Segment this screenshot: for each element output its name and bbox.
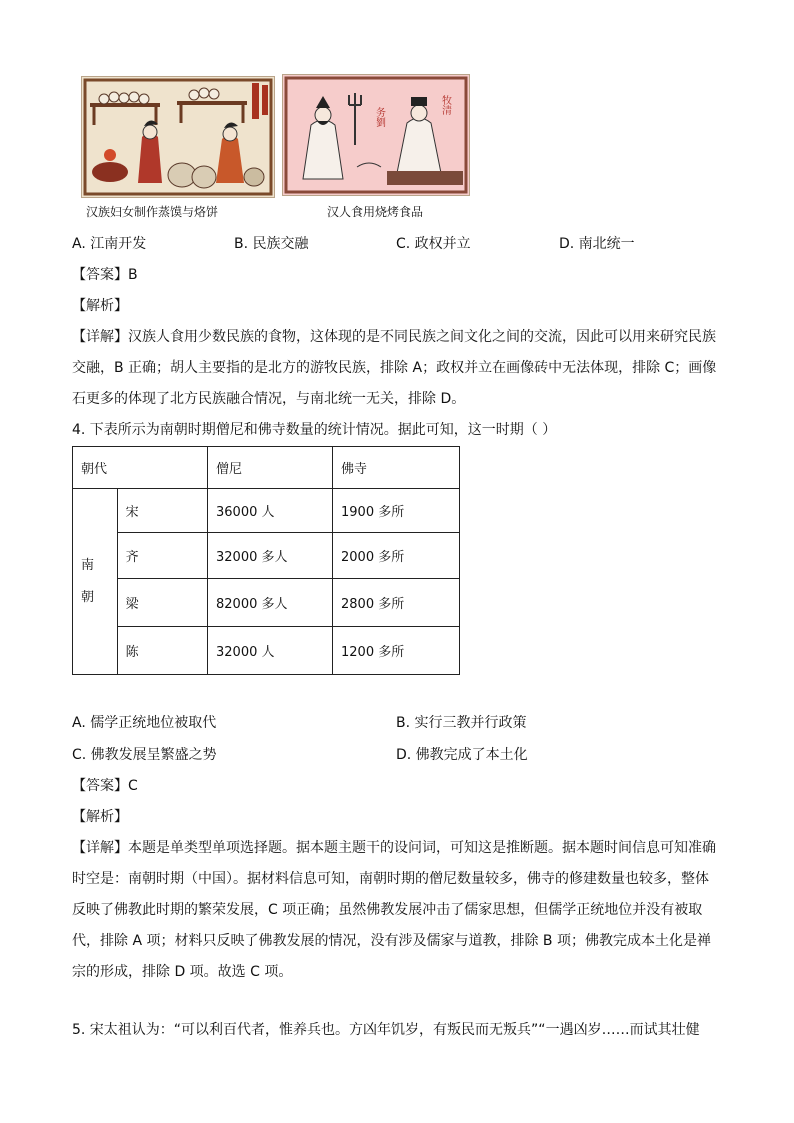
- table-cell-temples: 1900 多所: [333, 489, 460, 533]
- table-cell-temples: 2000 多所: [333, 533, 460, 579]
- table-cell-monks: 32000 人: [208, 627, 333, 675]
- q4-table: [72, 446, 460, 675]
- q5-stem: 5. 宋太祖认为：“可以利百代者，惟养兵也。方凶年饥岁，有叛民而无叛兵”“一遇凶岁……而试其壮健: [72, 1022, 700, 1038]
- inscription-right: 牧清: [439, 95, 451, 115]
- table-cell-temples: 1200 多所: [333, 627, 460, 675]
- q3-option-a: A. 江南开发: [72, 236, 147, 252]
- inscription-left: 务劉: [373, 107, 385, 127]
- q3-answer: 【答案】B: [72, 267, 138, 283]
- table-cell-monks: 82000 多人: [208, 579, 333, 627]
- table-cell-monks: 36000 人: [208, 489, 333, 533]
- table-group-cell: [73, 489, 118, 675]
- mural-image-roasting: [282, 74, 470, 196]
- table-cell-dynasty: 梁: [117, 579, 207, 627]
- q4-option-d: D. 佛教完成了本土化: [396, 747, 528, 763]
- table-header-temples: 佛寺: [333, 447, 460, 489]
- q3-option-d: D. 南北统一: [559, 236, 635, 252]
- q4-option-c: C. 佛教发展呈繁盛之势: [72, 747, 217, 763]
- q3-detail: 【详解】汉族人食用少数民族的食物，这体现的是不同民族之间文化之间的交流，因此可以用来研究民族交融，B 正确；胡人主要指的是北方的游牧民族，排除 A；政权并立在画像砖中无法体现，排除 C；画像石更多的体现了北方民族融合情况，与南北统一无关，排除 D。: [72, 329, 717, 407]
- table-header-monks: 僧尼: [208, 447, 333, 489]
- image-caption-roasting: 汉人食用烧烤食品: [327, 205, 424, 219]
- mural-image-cooking: [81, 76, 275, 198]
- image-caption-cooking: 汉族妇女制作蒸馍与烙饼: [86, 205, 219, 219]
- table-group-char-1: 南: [81, 557, 95, 573]
- table-cell-monks: 32000 多人: [208, 533, 333, 579]
- table-cell-dynasty: 陈: [117, 627, 207, 675]
- q4-detail: 【详解】本题是单类型单项选择题。据本题主题干的设问词，可知这是推断题。据本题时间信息可知准确时空是：南朝时期（中国）。据材料信息可知，南朝时期的僧尼数量较多，佛寺的修建数量也较多，整体反映了佛教此时期的繁荣发展，C 项正确；虽然佛教发展冲击了儒家思想，但儒学正统地位并没有被取代，排除 A 项；材料只反映了佛教发展的情况，没有涉及儒家与道教，排除 B 项；佛教完成本土化是禅宗的形成，排除 D 项。故选 C 项。: [72, 840, 716, 980]
- q3-option-c: C. 政权并立: [396, 236, 471, 252]
- q4-analysis-label: 【解析】: [72, 809, 128, 825]
- q4-stem: 4. 下表所示为南朝时期僧尼和佛寺数量的统计情况。据此可知，这一时期（ ）: [72, 422, 557, 438]
- q4-option-a: A. 儒学正统地位被取代: [72, 715, 217, 731]
- q4-option-b: B. 实行三教并行政策: [396, 715, 527, 731]
- q3-option-b: B. 民族交融: [234, 236, 309, 252]
- table-header-dynasty: 朝代: [73, 447, 208, 489]
- q3-analysis-label: 【解析】: [72, 298, 128, 314]
- table-cell-dynasty: 宋: [117, 489, 207, 533]
- table-cell-dynasty: 齐: [117, 533, 207, 579]
- table-group-char-2: 朝: [81, 589, 95, 605]
- q4-answer: 【答案】C: [72, 778, 138, 794]
- table-cell-temples: 2800 多所: [333, 579, 460, 627]
